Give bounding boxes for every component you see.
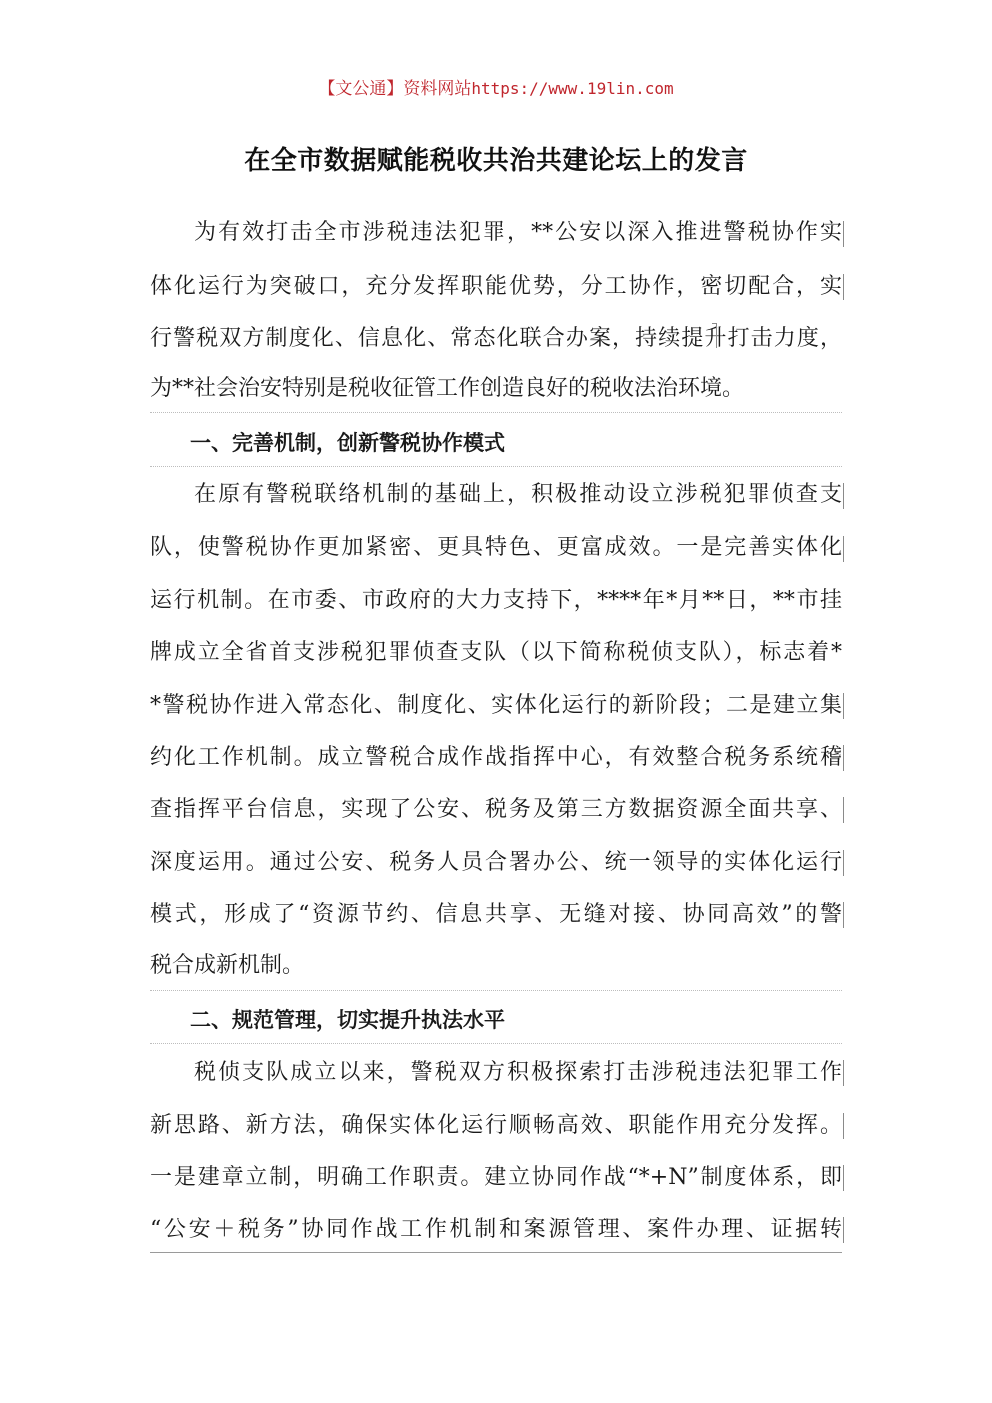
- separator: [150, 1043, 842, 1044]
- paragraph-line: 模式，形成了“资源节约、信息共享、无缝对接、协同高效”的警: [150, 902, 842, 927]
- document-title: 在全市数据赋能税收共治共建论坛上的发言: [244, 146, 748, 176]
- margin-marker: [843, 745, 844, 771]
- margin-corner-marker: [712, 323, 717, 348]
- margin-marker: [843, 797, 844, 823]
- margin-marker: [843, 1060, 844, 1086]
- margin-marker: [843, 1113, 844, 1139]
- paragraph-line: 运行机制。在市委、市政府的大力支持下，****年*月**日，**市挂: [150, 588, 842, 613]
- margin-marker: [843, 1165, 844, 1191]
- margin-marker: [843, 274, 844, 300]
- intro-line: 为**社会治安特别是税收征管工作创造良好的税收法治环境。: [150, 376, 745, 401]
- intro-line: 体化运行为突破口，充分发挥职能优势，分工协作，密切配合，实: [150, 274, 842, 299]
- paragraph-line: 约化工作机制。成立警税合成作战指挥中心，有效整合税务系统稽: [150, 745, 842, 770]
- paragraph-line: 深度运用。通过公安、税务人员合署办公、统一领导的实体化运行: [150, 850, 842, 875]
- separator: [150, 990, 842, 991]
- paragraph-line: 队，使警税协作更加紧密、更具特色、更富成效。一是完善实体化: [150, 535, 842, 560]
- paragraph-line: *警税协作进入常态化、制度化、实体化运行的新阶段；二是建立集: [150, 693, 842, 718]
- paragraph-line: 查指挥平台信息，实现了公安、税务及第三方数据资源全面共享、: [150, 797, 842, 822]
- margin-marker: [843, 850, 844, 876]
- section-heading-1: 一、完善机制，创新警税协作模式: [190, 431, 505, 455]
- margin-marker: [843, 483, 844, 509]
- intro-line: 行警税双方制度化、信息化、常态化联合办案，持续提升打击力度，: [150, 326, 842, 351]
- site-brand: 【文公通】资料网站: [318, 79, 472, 99]
- paragraph-line: 新思路、新方法，确保实体化运行顺畅高效、职能作用充分发挥。: [150, 1113, 842, 1138]
- intro-line: 为有效打击全市涉税违法犯罪，**公安以深入推进警税协作实: [194, 220, 842, 245]
- margin-marker: [843, 221, 844, 247]
- paragraph-line: “公安＋税务”协同作战工作机制和案源管理、案件办理、证据转: [150, 1217, 842, 1242]
- site-url[interactable]: https://www.19lin.com: [471, 79, 674, 98]
- margin-marker: [843, 1217, 844, 1243]
- paragraph-line: 税侦支队成立以来，警税双方积极探索打击涉税违法犯罪工作: [194, 1060, 842, 1085]
- separator: [150, 466, 842, 467]
- page-bottom-rule: [150, 1252, 842, 1253]
- paragraph-line: 税合成新机制。: [150, 953, 305, 978]
- paragraph-line: 牌成立全省首支涉税犯罪侦查支队（以下简称税侦支队），标志着*: [150, 640, 842, 665]
- margin-marker: [843, 536, 844, 562]
- margin-marker: [843, 902, 844, 928]
- section-heading-2: 二、规范管理，切实提升执法水平: [190, 1008, 505, 1032]
- separator: [150, 412, 842, 413]
- paragraph-line: 一是建章立制，明确工作职责。建立协同作战“*+N”制度体系，即: [150, 1165, 842, 1190]
- paragraph-line: 在原有警税联络机制的基础上，积极推动设立涉税犯罪侦查支: [194, 482, 842, 507]
- document-body: [150, 0, 842, 1403]
- margin-marker: [843, 693, 844, 719]
